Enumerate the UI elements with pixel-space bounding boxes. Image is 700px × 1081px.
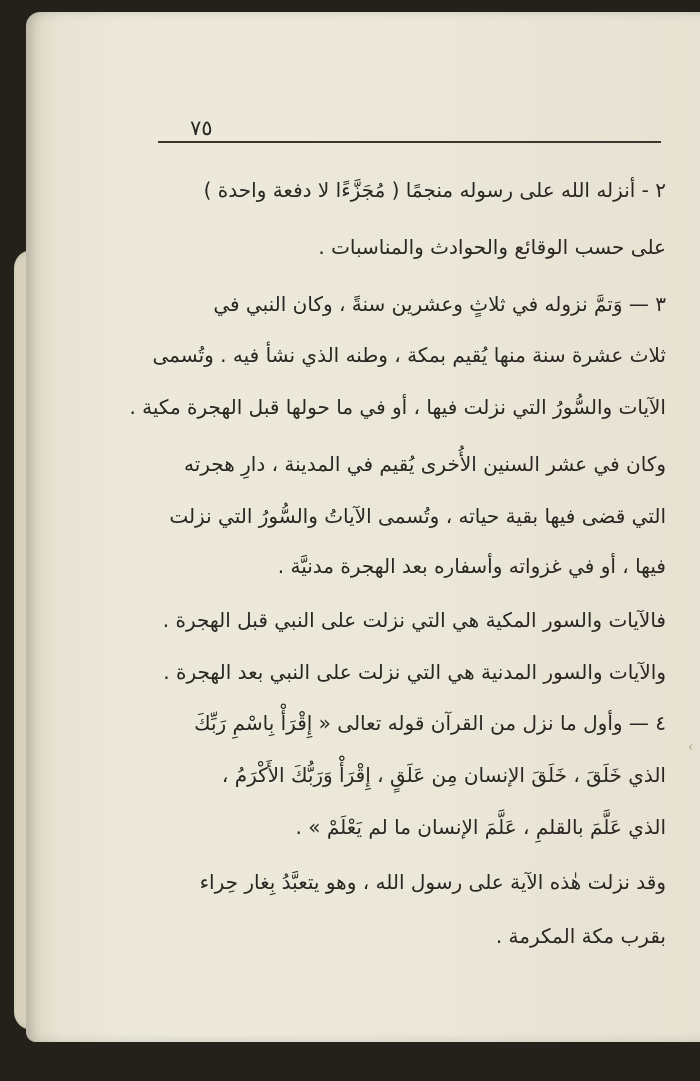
text-line-1: ٢ - أنزله الله على رسوله منجمًا ( مُجَزَّءًا لا دفعة واحدة ) bbox=[203, 178, 666, 202]
text-line-8: فيها ، أو في غزواته وأسفاره بعد الهجرة مدنيَّة . bbox=[277, 554, 666, 578]
text-line-7: التي قضى فيها بقية حياته ، وتُسمى الآياتُ والسُّورُ التي نزلت bbox=[169, 504, 666, 528]
text-line-4: ثلاث عشرة سنة منها يُقيم بمكة ، وطنه الذي نشأ فيه . وتُسمى bbox=[152, 343, 666, 367]
text-line-2: على حسب الوقائع والحوادث والمناسبات . bbox=[318, 235, 666, 259]
margin-mark: ‹ bbox=[688, 740, 694, 755]
text-line-15: بقرب مكة المكرمة . bbox=[495, 924, 666, 948]
text-line-5: الآيات والسُّورُ التي نزلت فيها ، أو في ما حولها قبل الهجرة مكية . bbox=[129, 395, 666, 419]
text-line-10: والآيات والسور المدنية هي التي نزلت على النبي بعد الهجرة . bbox=[163, 660, 666, 684]
header-rule bbox=[158, 141, 661, 143]
text-line-11: ٤ — وأول ما نزل من القرآن قوله تعالى « إِقْرَأْ بِاسْمِ رَبِّكَ bbox=[194, 711, 666, 735]
text-line-13: الذي عَلَّمَ بالقلمِ ، عَلَّمَ الإنسان ما لم يَعْلَمْ » . bbox=[295, 815, 666, 839]
text-line-14: وقد نزلت هٰذه الآية على رسول الله ، وهو يتعبَّدُ بِغار حِراء bbox=[199, 870, 666, 894]
text-line-6: وكان في عشر السنين الأُخرى يُقيم في المدينة ، دارِ هجرته bbox=[183, 452, 666, 476]
page-number: ٧٥ bbox=[190, 116, 213, 140]
text-line-9: فالآيات والسور المكية هي التي نزلت على النبي قبل الهجرة . bbox=[162, 608, 666, 632]
text-line-3: ٣ — وَتمَّ نزوله في ثلاثٍ وعشرين سنةً ، وكان النبي في bbox=[213, 292, 666, 316]
text-line-12: الذي خَلَقَ ، خَلَقَ الإنسان مِن عَلَقٍ ، إِقْرَأْ وَرَبُّكَ الأَكْرَمُ ، bbox=[221, 763, 666, 787]
